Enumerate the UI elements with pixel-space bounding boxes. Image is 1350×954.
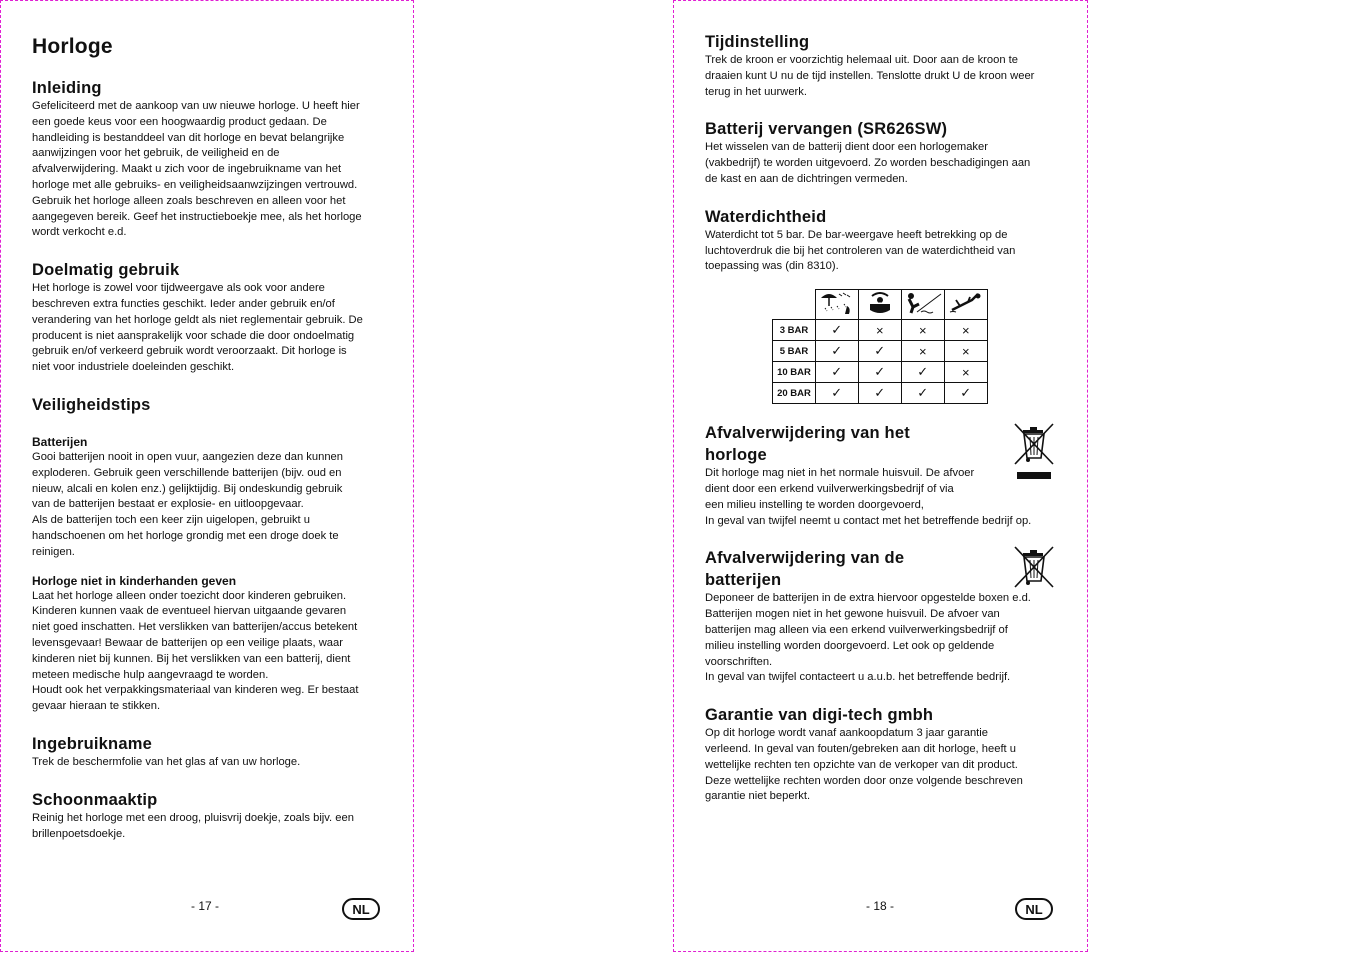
water-resistance-table bbox=[772, 289, 988, 404]
waste-watch-block bbox=[705, 422, 1055, 529]
shower-icon bbox=[858, 290, 901, 320]
table-cell: × bbox=[901, 320, 944, 341]
body-kinderen: Laat het horloge alleen onder toezicht door kinderen gebruiken. Kinderen kunnen vaak de eventueel hiervan uitgaande gevaren niet goed inschatten. Het verslikken van batterijen/accus betekent levensgevaar! Bewaar de batterijen op een veilige plaats, waar kinderen niet bij kunnen. Bij het verslikken van een batterij, dient meteen medische hulp aangevraagd te worden. Houdt ook het verpakkingsmateriaal van kinderen weg. Er bestaat gevaar hieraan te stikken. bbox=[32, 589, 359, 713]
section-body-afval-horloge: Dit horloge mag niet in het normale huisvuil. De afvoer dient door een erkend vuilverwerkingsbedrijf of via een milieu instelling te worden doorgevoerd, In geval van twijfel neemt u contact met het betreffende bedrijf op. bbox=[705, 467, 1032, 527]
section-body-schoonmaak: Reinig het horloge met een droog, pluisvrij doekje, zoals bijv. een brillenpoetsdoekje. bbox=[32, 811, 354, 840]
section-heading-tijd: Tijdinstelling bbox=[705, 33, 810, 51]
section-body-garantie: Op dit horloge wordt vanaf aankoopdatum 3 jaar garantie verleend. In geval van fouten/gebreken aan dit horloge, heeft u wettelijke rechten ten opzichte van de verkoper van dit product. Deze wettelijke rechten worden door onze volgende beschreven garantie niet beperkt. bbox=[705, 727, 1023, 803]
section-body-inleiding: Gefeliciteerd met de aankoop van uw nieuwe horloge. U heeft hier een goede keus voor een hoogwaardig product gedaan. De handleiding is bestanddeel van dit horloge en bevat belangrijke aanwijzingen voor het gebruik, de veiligheid en de afvalverwijdering. Maakt u zich voor de ingebruikname van het horloge met alle gebruiks- en veiligheidsaanwzijzingen vertrouwd. Gebruik het horloge alleen zoals beschreven en alleen voor het aangegeven bereik. Geef het instructieboekje mee, als het horloge wordt verkocht e.d. bbox=[32, 100, 362, 239]
section-body-afval-batterij: Deponeer de batterijen in de extra hiervoor opgestelde boxen e.d. Batterijen mogen niet in het gewone huisvuil. De afvoer van batterijen mag alleen via een erkend vuilverwerkingsbedrijf of milieu instelling worden doorgevoerd. Let ook op geldende voorschriften. In geval van twijfel contacteert u a.u.b. het betreffende bedrijf. bbox=[705, 592, 1031, 684]
subheading-kinderen: Horloge niet in kinderhanden geven bbox=[32, 573, 237, 588]
subheading-batterijen: Batterijen bbox=[32, 434, 88, 449]
section-heading-batterij: Batterij vervangen (SR626SW) bbox=[705, 120, 948, 139]
section-body-ingebruikname: Trek de beschermfolie van het glas af van uw horloge. bbox=[32, 755, 301, 768]
table-cell: × bbox=[944, 320, 987, 341]
section-heading-veiligheid: Veiligheidstips bbox=[32, 395, 151, 414]
right-content bbox=[705, 31, 1055, 805]
body-batterijen: Gooi batterijen nooit in open vuur, aangezien deze dan kunnen exploderen. Gebruik geen verschillende batterijen (bijv. oud en nieuw, alcali en kolen enz.) gelijktijdig. Bij ondeskundig gebruik van de batterijen bestaat er explosie- en uitloopgevaar. Als de batterijen toch een keer zijn uigelopen, gebruikt u handschoenen om het horloge grondig met een droge doek te reinigen. bbox=[32, 450, 343, 558]
row-label: 10 BAR bbox=[773, 362, 816, 383]
page-number: - 17 - bbox=[191, 899, 220, 913]
section-body-tijd: Trek de kroon er voorzichtig helemaal uit. Door aan de kroon te draaien kunt U nu de tijd instellen. Tenslotte drukt U de kroon weer terug in het uurwerk. bbox=[705, 54, 1035, 98]
crossed-bin-icon bbox=[1013, 422, 1055, 485]
diving-icon bbox=[944, 290, 987, 320]
table-cell: ✓ bbox=[815, 320, 858, 341]
table-row bbox=[773, 362, 988, 383]
section-body-water: Waterdicht tot 5 bar. De bar-weergave heeft betrekking op de luchtoverdruk die bij het controleren van de waterdichtheid van toepassing was (din 8310). bbox=[705, 228, 1016, 273]
table-cell: × bbox=[901, 341, 944, 362]
language-badge: NL bbox=[342, 898, 380, 920]
table-cell: ✓ bbox=[815, 383, 858, 404]
table-cell: × bbox=[944, 362, 987, 383]
table-cell: ✓ bbox=[901, 383, 944, 404]
section-body-batterij: Het wisselen van de batterij dient door een horlogemaker (vakbedrijf) te worden uitgevoerd. Zo worden beschadigingen aan de kast en aan de dichtringen vermeden. bbox=[705, 141, 1031, 185]
table-cell: ✓ bbox=[858, 341, 901, 362]
table-cell: ✓ bbox=[858, 383, 901, 404]
waste-battery-block bbox=[705, 547, 1055, 686]
page-right bbox=[673, 0, 1088, 952]
table-row bbox=[773, 341, 988, 362]
left-content bbox=[32, 31, 381, 842]
table-row bbox=[773, 383, 988, 404]
table-row bbox=[773, 320, 988, 341]
section-heading-doelmatig: Doelmatig gebruik bbox=[32, 261, 180, 280]
language-badge: NL bbox=[1015, 898, 1053, 920]
section-heading-afval-horloge: Afvalverwijdering van het horloge bbox=[705, 424, 910, 465]
section-heading-inleiding: Inleiding bbox=[32, 79, 102, 97]
table-cell: ✓ bbox=[815, 341, 858, 362]
crossed-bin-icon bbox=[1013, 545, 1055, 594]
section-body-doelmatig: Het horloge is zowel voor tijdweergave als ook voor andere beschreven extra functies geschikt. Ieder ander gebruik en/of verandering van het horloge geldt als niet reglementair gebruik. De producent is niet aansprakelijk voor schade die door ondoelmatig gebruik en/of verkeerd gebruik wordt veroorzaakt. Dit horloge is niet voor industriele doeleinden geschikt. bbox=[32, 282, 363, 374]
section-heading-garantie: Garantie van digi-tech gmbh bbox=[705, 706, 934, 725]
table-cell: × bbox=[858, 320, 901, 341]
rain-splash-icon bbox=[815, 290, 858, 320]
table-cell: ✓ bbox=[901, 362, 944, 383]
section-heading-water: Waterdichtheid bbox=[705, 207, 827, 226]
table-cell: ✓ bbox=[815, 362, 858, 383]
page-number: - 18 - bbox=[866, 899, 895, 913]
table-cell: ✓ bbox=[944, 383, 987, 404]
section-heading-schoonmaak: Schoonmaaktip bbox=[32, 790, 158, 809]
row-label: 20 BAR bbox=[773, 383, 816, 404]
document-title: Horloge bbox=[32, 35, 113, 58]
row-label: 3 BAR bbox=[773, 320, 816, 341]
page-left bbox=[0, 0, 414, 952]
row-label: 5 BAR bbox=[773, 341, 816, 362]
table-cell: ✓ bbox=[858, 362, 901, 383]
swimming-icon bbox=[901, 290, 944, 320]
table-cell: × bbox=[944, 341, 987, 362]
section-heading-ingebruikname: Ingebruikname bbox=[32, 734, 152, 753]
section-heading-afval-batterij: Afvalverwijdering van de batterijen bbox=[705, 549, 905, 590]
